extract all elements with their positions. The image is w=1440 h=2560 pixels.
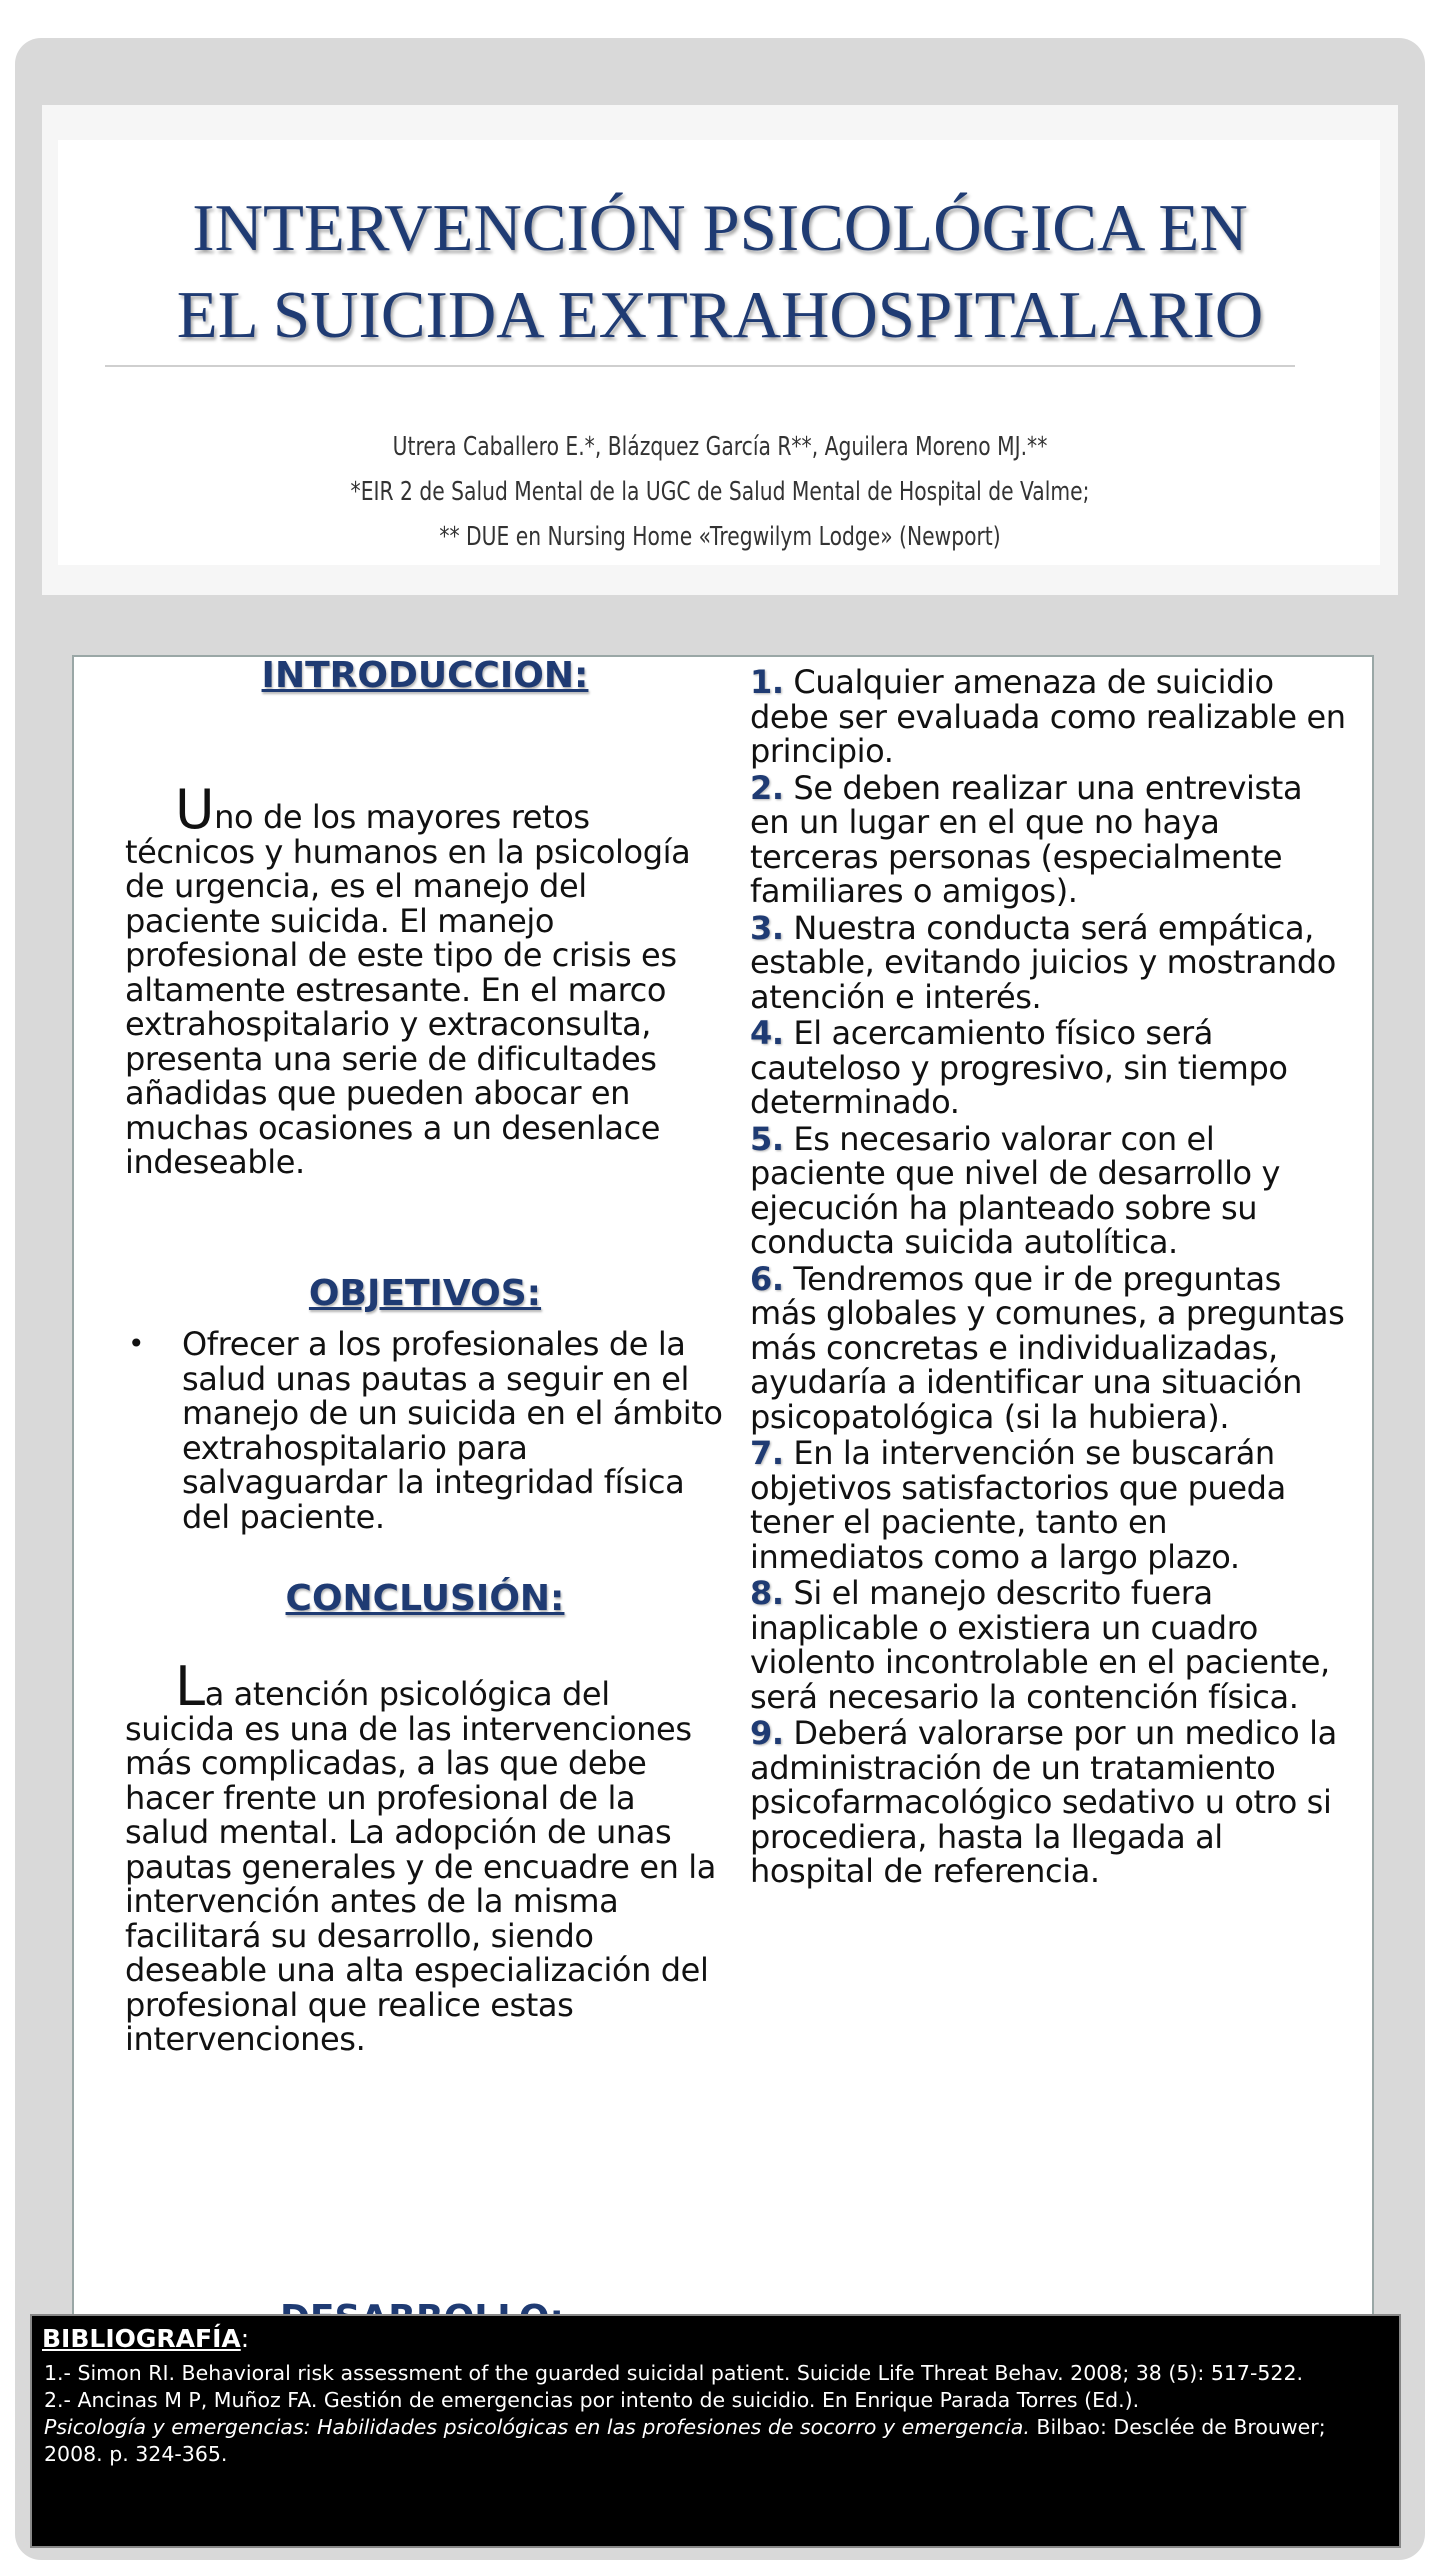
reference-1: 1.- Simon RI. Behavioral risk assessment of the guarded suicidal patient. Suicide Life Threat Behav. 2008; 38 (5): 517-522. bbox=[44, 2361, 1303, 2385]
step-text: El acercamiento físico será cauteloso y progresivo, sin tiempo determinado. bbox=[750, 1014, 1288, 1121]
title-divider bbox=[105, 365, 1295, 367]
introduccion-dropcap: U bbox=[175, 778, 215, 841]
step-item-1 bbox=[750, 665, 1350, 769]
step-item-4 bbox=[750, 1016, 1350, 1120]
title-line-2: EL SUICIDA EXTRAHOSPITALARIO bbox=[176, 278, 1264, 352]
step-text: Se deben realizar una entrevista en un lugar en el que no haya terceras personas (especialmente familiares o amigos). bbox=[750, 768, 1303, 910]
step-item-5 bbox=[750, 1119, 1350, 1261]
step-number: 4. bbox=[750, 1014, 784, 1052]
steps-list bbox=[750, 665, 1350, 1891]
bibliography-title: BIBLIOGRAFÍA bbox=[42, 2324, 241, 2353]
objetivos-item bbox=[125, 1327, 725, 1534]
authors-block bbox=[205, 425, 1235, 560]
step-item-2 bbox=[750, 768, 1350, 910]
introduccion-text: no de los mayores retos técnicos y humanos en la psicología de urgencia, es el manejo del paciente suicida. El manejo profesional de este tipo de crisis es altamente estresante. En el marco extrahospitalario y extraconsulta, presenta una serie de dificultades añadidas que pueden abocar en muchas ocasiones a un desenlace indeseable. bbox=[125, 798, 691, 1181]
bibliography-references bbox=[44, 2360, 1389, 2468]
reference-2 bbox=[44, 2387, 1389, 2468]
objetivos-item-text: Ofrecer a los profesionales de la salud unas pautas a seguir en el manejo de un suicida en el ámbito extrahospitalario para salvaguardar la integridad física del paciente. bbox=[182, 1325, 723, 1536]
affiliation-line-1: *EIR 2 de Salud Mental de la UGC de Salud Mental de Hospital de Valme; bbox=[350, 477, 1090, 507]
step-item-7 bbox=[750, 1436, 1350, 1574]
affiliation-line-2: ** DUE en Nursing Home «Tregwilym Lodge» (Newport) bbox=[439, 522, 1001, 552]
step-item-9 bbox=[750, 1716, 1350, 1889]
introduccion-heading: INTRODUCCION: bbox=[261, 655, 589, 696]
introduccion-paragraph bbox=[125, 778, 715, 1181]
conclusion-text: a atención psicológica del suicida es una de las intervenciones más complicadas, a las que debe hacer frente un profesional de la salud mental. La adopción de unas pautas generales y de encuadre en la intervención antes de la misma facilitará su desarrollo, siendo deseable una alta especialización del profesional que realice estas intervenciones. bbox=[125, 1675, 716, 2058]
step-text: En la intervención se buscarán objetivos satisfactorios que pueda tener el paciente, tanto en inmediatos como a largo plazo. bbox=[750, 1434, 1286, 1576]
reference-2-prefix: 2.- Ancinas M P, Muñoz FA. Gestión de emergencias por intento de suicidio. En Enrique Parada Torres (Ed.). bbox=[44, 2388, 1140, 2412]
objetivos-heading: OBJETIVOS: bbox=[308, 1273, 542, 1314]
objetivos-list bbox=[125, 1327, 725, 1534]
step-number: 9. bbox=[750, 1714, 784, 1752]
conclusion-paragraph bbox=[125, 1655, 725, 2058]
conclusion-dropcap: L bbox=[175, 1655, 205, 1718]
bibliography-heading bbox=[42, 2324, 249, 2353]
poster-title bbox=[60, 185, 1380, 359]
step-number: 6. bbox=[750, 1259, 784, 1298]
step-text: Cualquier amenaza de suicidio debe ser evaluada como realizable en principio. bbox=[750, 663, 1346, 770]
step-text: Tendremos que ir de preguntas más globales y comunes, a preguntas más concretas e individualizadas, ayudaría a identificar una situación psicopatológica (si la hubiera). bbox=[750, 1259, 1345, 1436]
step-text: Nuestra conducta será empática, estable, evitando juicios y mostrando atención e interés. bbox=[750, 908, 1336, 1016]
step-number: 8. bbox=[750, 1574, 784, 1612]
reference-2-suffix: Bilbao: Desclée de Brouwer; 2008. p. 324-365. bbox=[44, 2415, 1326, 2466]
reference-2-book-title: Psicología y emergencias: Habilidades psicológicas en las profesiones de socorro y emergencia. bbox=[44, 2415, 1030, 2439]
step-text: Es necesario valorar con el paciente que nivel de desarrollo y ejecución ha planteado sobre su conducta suicida autolítica. bbox=[750, 1119, 1281, 1261]
step-number: 3. bbox=[750, 908, 784, 947]
bibliography-panel bbox=[30, 2314, 1401, 2548]
step-item-8 bbox=[750, 1576, 1350, 1714]
step-item-6 bbox=[750, 1259, 1350, 1436]
step-number: 5. bbox=[750, 1119, 784, 1158]
title-line-1: INTERVENCIÓN PSICOLÓGICA EN bbox=[192, 191, 1248, 265]
step-number: 1. bbox=[750, 663, 784, 701]
step-item-3 bbox=[750, 908, 1350, 1016]
authors-line: Utrera Caballero E.*, Blázquez García R**, Aguilera Moreno MJ.** bbox=[392, 432, 1048, 462]
bullet-icon: • bbox=[128, 1327, 145, 1360]
step-number: 2. bbox=[750, 768, 784, 807]
step-text: Si el manejo descrito fuera inaplicable o existiera un cuadro violento incontrolable en el paciente, será necesario la contención física. bbox=[750, 1574, 1330, 1716]
bibliography-colon: : bbox=[240, 2324, 250, 2353]
step-number: 7. bbox=[750, 1434, 784, 1472]
conclusion-heading: CONCLUSIÓN: bbox=[285, 1578, 565, 1619]
step-text: Deberá valorarse por un medico la administración de un tratamiento psicofarmacológico sedativo u otro si procediera, hasta la llegada al hospital de referencia. bbox=[750, 1714, 1337, 1890]
